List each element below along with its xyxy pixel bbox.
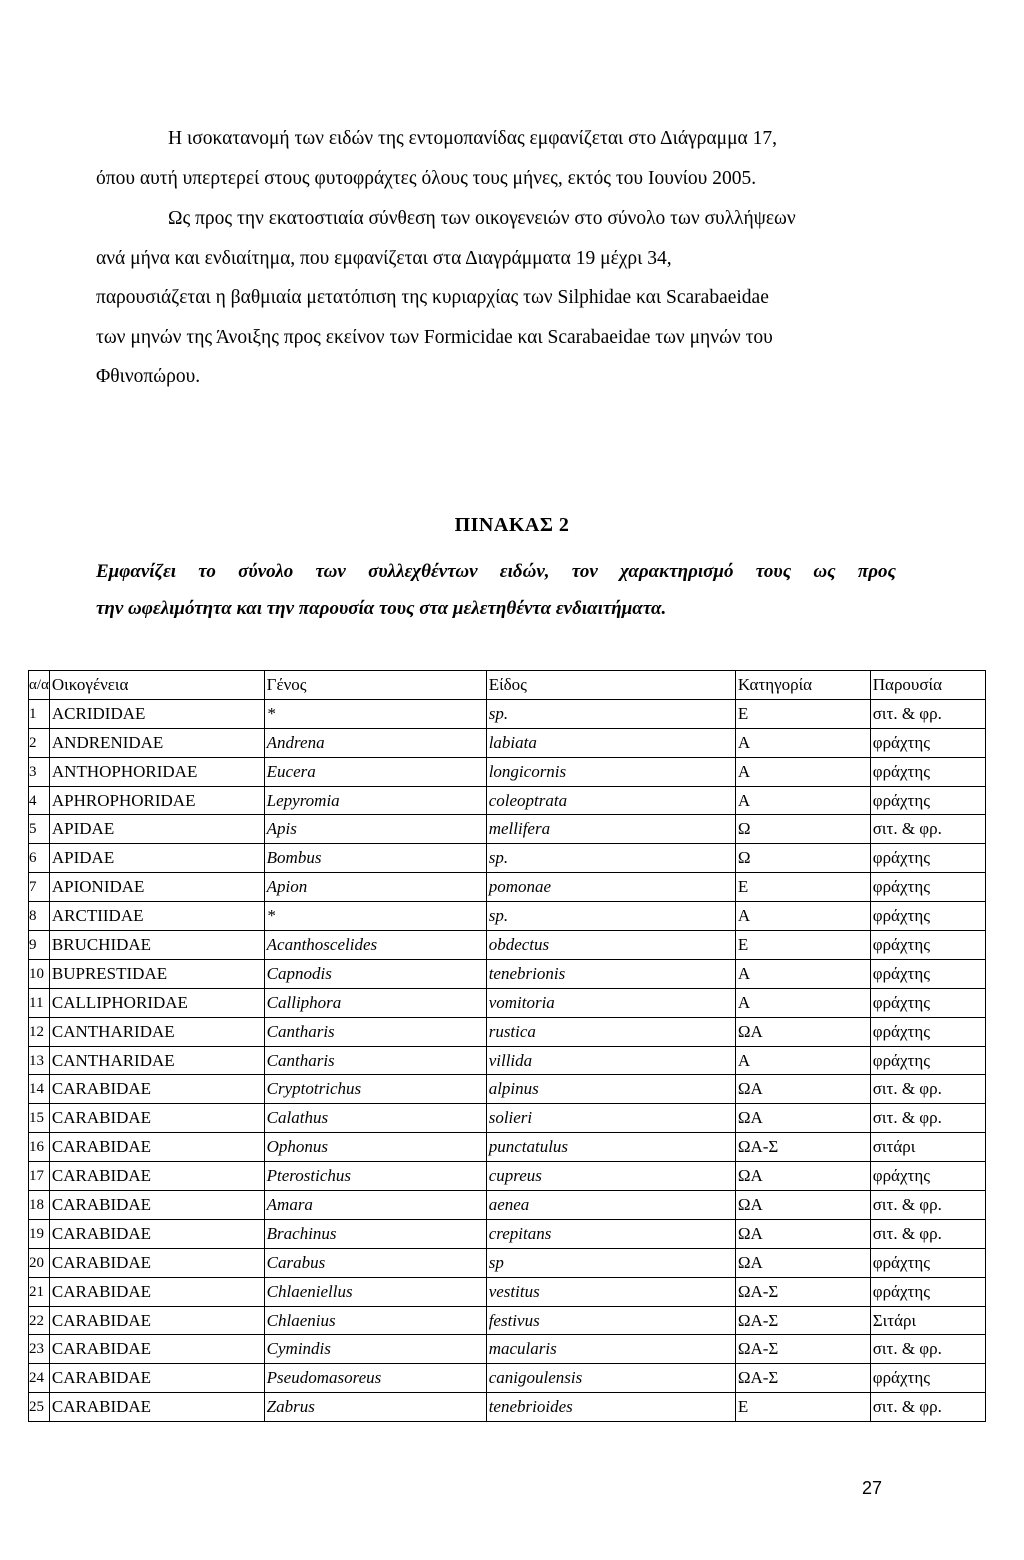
cell-species: pomonae (486, 873, 735, 902)
table-row (29, 1162, 986, 1191)
table-row (29, 1364, 986, 1393)
cell-genus: Cymindis (264, 1335, 486, 1364)
table-row (29, 902, 986, 931)
cell-category: Ε (735, 873, 870, 902)
cell-genus: Ophonus (264, 1133, 486, 1162)
cell-presence: φράχτης (870, 873, 985, 902)
cell-index: 7 (29, 873, 50, 902)
table-row (29, 699, 986, 728)
cell-species: vomitoria (486, 988, 735, 1017)
caption-line: την ωφελιμότητα και την παρουσία τους στα μελετηθέντα ενδιαιτήματα. (96, 598, 667, 619)
cell-index: 20 (29, 1248, 50, 1277)
cell-species: macularis (486, 1335, 735, 1364)
cell-category: Α (735, 959, 870, 988)
cell-family: BUPRESTIDAE (49, 959, 264, 988)
cell-category: Ε (735, 931, 870, 960)
cell-family: ANTHOPHORIDAE (49, 757, 264, 786)
cell-species: longicornis (486, 757, 735, 786)
cell-category: Α (735, 1046, 870, 1075)
cell-category: ΩΑ (735, 1017, 870, 1046)
cell-presence: φράχτης (870, 931, 985, 960)
cell-species: villida (486, 1046, 735, 1075)
cell-family: CARABIDAE (49, 1393, 264, 1422)
cell-genus: Capnodis (264, 959, 486, 988)
cell-presence: φράχτης (870, 1364, 985, 1393)
cell-index: 22 (29, 1306, 50, 1335)
cell-family: CARABIDAE (49, 1162, 264, 1191)
cell-species: sp. (486, 902, 735, 931)
cell-index: 24 (29, 1364, 50, 1393)
cell-index: 23 (29, 1335, 50, 1364)
cell-species: sp (486, 1248, 735, 1277)
cell-species: labiata (486, 728, 735, 757)
cell-genus: * (264, 699, 486, 728)
cell-category: Α (735, 786, 870, 815)
cell-index: 13 (29, 1046, 50, 1075)
cell-category: Α (735, 757, 870, 786)
table-row (29, 728, 986, 757)
header-presence: Παρουσία (870, 671, 985, 700)
cell-genus: Apis (264, 815, 486, 844)
paragraph-line: Φθινοπώρου. (96, 366, 201, 387)
cell-presence: φράχτης (870, 902, 985, 931)
cell-species: sp. (486, 844, 735, 873)
cell-genus: Cryptotrichus (264, 1075, 486, 1104)
table-header-row (29, 671, 986, 700)
cell-family: CARABIDAE (49, 1219, 264, 1248)
cell-category: ΩΑ-Σ (735, 1306, 870, 1335)
table-row (29, 1017, 986, 1046)
table-row (29, 815, 986, 844)
table-body (29, 699, 986, 1421)
cell-species: coleoptrata (486, 786, 735, 815)
cell-species: cupreus (486, 1162, 735, 1191)
cell-species: crepitans (486, 1219, 735, 1248)
cell-index: 5 (29, 815, 50, 844)
table-row (29, 786, 986, 815)
cell-category: ΩΑ (735, 1219, 870, 1248)
composition-paragraph (96, 199, 896, 397)
table-row (29, 1075, 986, 1104)
cell-species: aenea (486, 1191, 735, 1220)
header-category: Κατηγορία (735, 671, 870, 700)
cell-presence: σιτ. & φρ. (870, 1104, 985, 1133)
cell-family: CARABIDAE (49, 1306, 264, 1335)
cell-presence: σιτ. & φρ. (870, 815, 985, 844)
cell-genus: Apion (264, 873, 486, 902)
cell-family: CARABIDAE (49, 1364, 264, 1393)
cell-presence: φράχτης (870, 1248, 985, 1277)
cell-index: 11 (29, 988, 50, 1017)
header-family: Οικογένεια (49, 671, 264, 700)
table-row (29, 1133, 986, 1162)
paragraph-line: ανά μήνα και ενδιαίτημα, που εμφανίζεται στα Διαγράμματα 19 μέχρι 34, (96, 247, 672, 269)
table-title: ΠΙΝΑΚΑΣ 2 (454, 514, 570, 536)
cell-species: rustica (486, 1017, 735, 1046)
cell-species: obdectus (486, 931, 735, 960)
cell-presence: φράχτης (870, 988, 985, 1017)
cell-genus: Eucera (264, 757, 486, 786)
table-row (29, 1191, 986, 1220)
cell-presence: σιτ. & φρ. (870, 1393, 985, 1422)
table-row (29, 757, 986, 786)
cell-index: 14 (29, 1075, 50, 1104)
cell-species: festivus (486, 1306, 735, 1335)
cell-species: tenebrioides (486, 1393, 735, 1422)
cell-family: CARABIDAE (49, 1075, 264, 1104)
cell-family: APHROPHORIDAE (49, 786, 264, 815)
caption-line: Εμφανίζει το σύνολο των συλλεχθέντων ειδών, τον χαρακτηρισμό τους ως προς (96, 561, 896, 582)
cell-genus: Amara (264, 1191, 486, 1220)
cell-index: 8 (29, 902, 50, 931)
cell-index: 12 (29, 1017, 50, 1046)
cell-category: ΩΑ (735, 1162, 870, 1191)
cell-genus: Lepyromia (264, 786, 486, 815)
table-row (29, 1306, 986, 1335)
cell-category: Ε (735, 699, 870, 728)
header-index: α/α (29, 671, 50, 700)
intro-paragraph (96, 119, 896, 198)
cell-genus: Cantharis (264, 1017, 486, 1046)
table-caption (96, 553, 896, 627)
cell-category: ΩΑ (735, 1191, 870, 1220)
cell-presence: φράχτης (870, 728, 985, 757)
cell-species: mellifera (486, 815, 735, 844)
cell-family: APIDAE (49, 844, 264, 873)
cell-index: 19 (29, 1219, 50, 1248)
table-row (29, 931, 986, 960)
cell-presence: σιτ. & φρ. (870, 1075, 985, 1104)
cell-genus: Andrena (264, 728, 486, 757)
cell-family: CARABIDAE (49, 1133, 264, 1162)
header-genus: Γένος (264, 671, 486, 700)
cell-family: CARABIDAE (49, 1248, 264, 1277)
cell-category: Ω (735, 844, 870, 873)
cell-genus: Calliphora (264, 988, 486, 1017)
cell-presence: φράχτης (870, 786, 985, 815)
table-row (29, 1046, 986, 1075)
cell-category: ΩΑ (735, 1104, 870, 1133)
paragraph-line: όπου αυτή υπερτερεί στους φυτοφράχτες όλους τους μήνες, εκτός του Ιουνίου 2005. (96, 167, 757, 189)
table-row (29, 844, 986, 873)
cell-category: Ε (735, 1393, 870, 1422)
cell-presence: σιτ. & φρ. (870, 1191, 985, 1220)
cell-genus: * (264, 902, 486, 931)
cell-family: BRUCHIDAE (49, 931, 264, 960)
cell-category: ΩΑ-Σ (735, 1133, 870, 1162)
cell-presence: Σιτάρι (870, 1306, 985, 1335)
page-number: 27 (862, 1478, 883, 1498)
cell-species: vestitus (486, 1277, 735, 1306)
cell-index: 6 (29, 844, 50, 873)
table-row (29, 1219, 986, 1248)
paragraph-line: Η ισοκατανομή των ειδών της εντομοπανίδας εμφανίζεται στο Διάγραμμα 17, (168, 128, 778, 149)
table-row (29, 873, 986, 902)
cell-category: Α (735, 728, 870, 757)
species-table (28, 670, 986, 1422)
paragraph-line: παρουσιάζεται η βαθμιαία μετατόπιση της κυριαρχίας των Silphidae και Scarabaeidae (96, 287, 769, 308)
table-row (29, 959, 986, 988)
cell-category: Ω (735, 815, 870, 844)
cell-genus: Calathus (264, 1104, 486, 1133)
header-species: Είδος (486, 671, 735, 700)
cell-species: canigoulensis (486, 1364, 735, 1393)
cell-index: 16 (29, 1133, 50, 1162)
cell-family: ARCTIIDAE (49, 902, 264, 931)
cell-genus: Chlaenius (264, 1306, 486, 1335)
cell-family: CALLIPHORIDAE (49, 988, 264, 1017)
table-row (29, 1104, 986, 1133)
cell-genus: Acanthoscelides (264, 931, 486, 960)
cell-species: solieri (486, 1104, 735, 1133)
cell-presence: φράχτης (870, 1017, 985, 1046)
cell-presence: σιτ. & φρ. (870, 1219, 985, 1248)
cell-species: alpinus (486, 1075, 735, 1104)
cell-presence: φράχτης (870, 1277, 985, 1306)
cell-family: CANTHARIDAE (49, 1046, 264, 1075)
cell-category: ΩΑ-Σ (735, 1364, 870, 1393)
cell-index: 2 (29, 728, 50, 757)
cell-index: 9 (29, 931, 50, 960)
cell-family: CARABIDAE (49, 1277, 264, 1306)
cell-family: CARABIDAE (49, 1104, 264, 1133)
cell-presence: σιτ. & φρ. (870, 1335, 985, 1364)
table-row (29, 1248, 986, 1277)
cell-index: 1 (29, 699, 50, 728)
cell-family: APIONIDAE (49, 873, 264, 902)
cell-category: ΩΑ (735, 1248, 870, 1277)
cell-family: ANDRENIDAE (49, 728, 264, 757)
cell-genus: Chlaeniellus (264, 1277, 486, 1306)
cell-category: ΩΑ-Σ (735, 1335, 870, 1364)
cell-family: CARABIDAE (49, 1335, 264, 1364)
cell-category: ΩΑ-Σ (735, 1277, 870, 1306)
cell-presence: φράχτης (870, 1162, 985, 1191)
cell-presence: σιτ. & φρ. (870, 699, 985, 728)
cell-genus: Bombus (264, 844, 486, 873)
cell-category: Α (735, 902, 870, 931)
cell-genus: Pseudomasoreus (264, 1364, 486, 1393)
table-row (29, 1393, 986, 1422)
cell-presence: φράχτης (870, 844, 985, 873)
cell-index: 4 (29, 786, 50, 815)
cell-index: 15 (29, 1104, 50, 1133)
cell-family: ACRIDIDAE (49, 699, 264, 728)
cell-family: CANTHARIDAE (49, 1017, 264, 1046)
cell-genus: Carabus (264, 1248, 486, 1277)
cell-index: 17 (29, 1162, 50, 1191)
cell-genus: Cantharis (264, 1046, 486, 1075)
cell-genus: Zabrus (264, 1393, 486, 1422)
cell-presence: φράχτης (870, 757, 985, 786)
table-row (29, 988, 986, 1017)
cell-index: 21 (29, 1277, 50, 1306)
cell-species: punctatulus (486, 1133, 735, 1162)
cell-index: 25 (29, 1393, 50, 1422)
table-row (29, 1335, 986, 1364)
cell-index: 3 (29, 757, 50, 786)
paragraph-line: των μηνών της Άνοιξης προς εκείνον των Formicidae και Scarabaeidae των μηνών του (96, 326, 773, 348)
cell-genus: Pterostichus (264, 1162, 486, 1191)
cell-category: ΩΑ (735, 1075, 870, 1104)
cell-genus: Brachinus (264, 1219, 486, 1248)
cell-presence: σιτάρι (870, 1133, 985, 1162)
cell-species: sp. (486, 699, 735, 728)
cell-family: CARABIDAE (49, 1191, 264, 1220)
cell-species: tenebrionis (486, 959, 735, 988)
cell-index: 10 (29, 959, 50, 988)
cell-category: Α (735, 988, 870, 1017)
cell-presence: φράχτης (870, 959, 985, 988)
paragraph-line: Ως προς την εκατοστιαία σύνθεση των οικογενειών στο σύνολο των συλλήψεων (168, 208, 796, 229)
cell-family: APIDAE (49, 815, 264, 844)
table-row (29, 1277, 986, 1306)
cell-presence: φράχτης (870, 1046, 985, 1075)
cell-index: 18 (29, 1191, 50, 1220)
